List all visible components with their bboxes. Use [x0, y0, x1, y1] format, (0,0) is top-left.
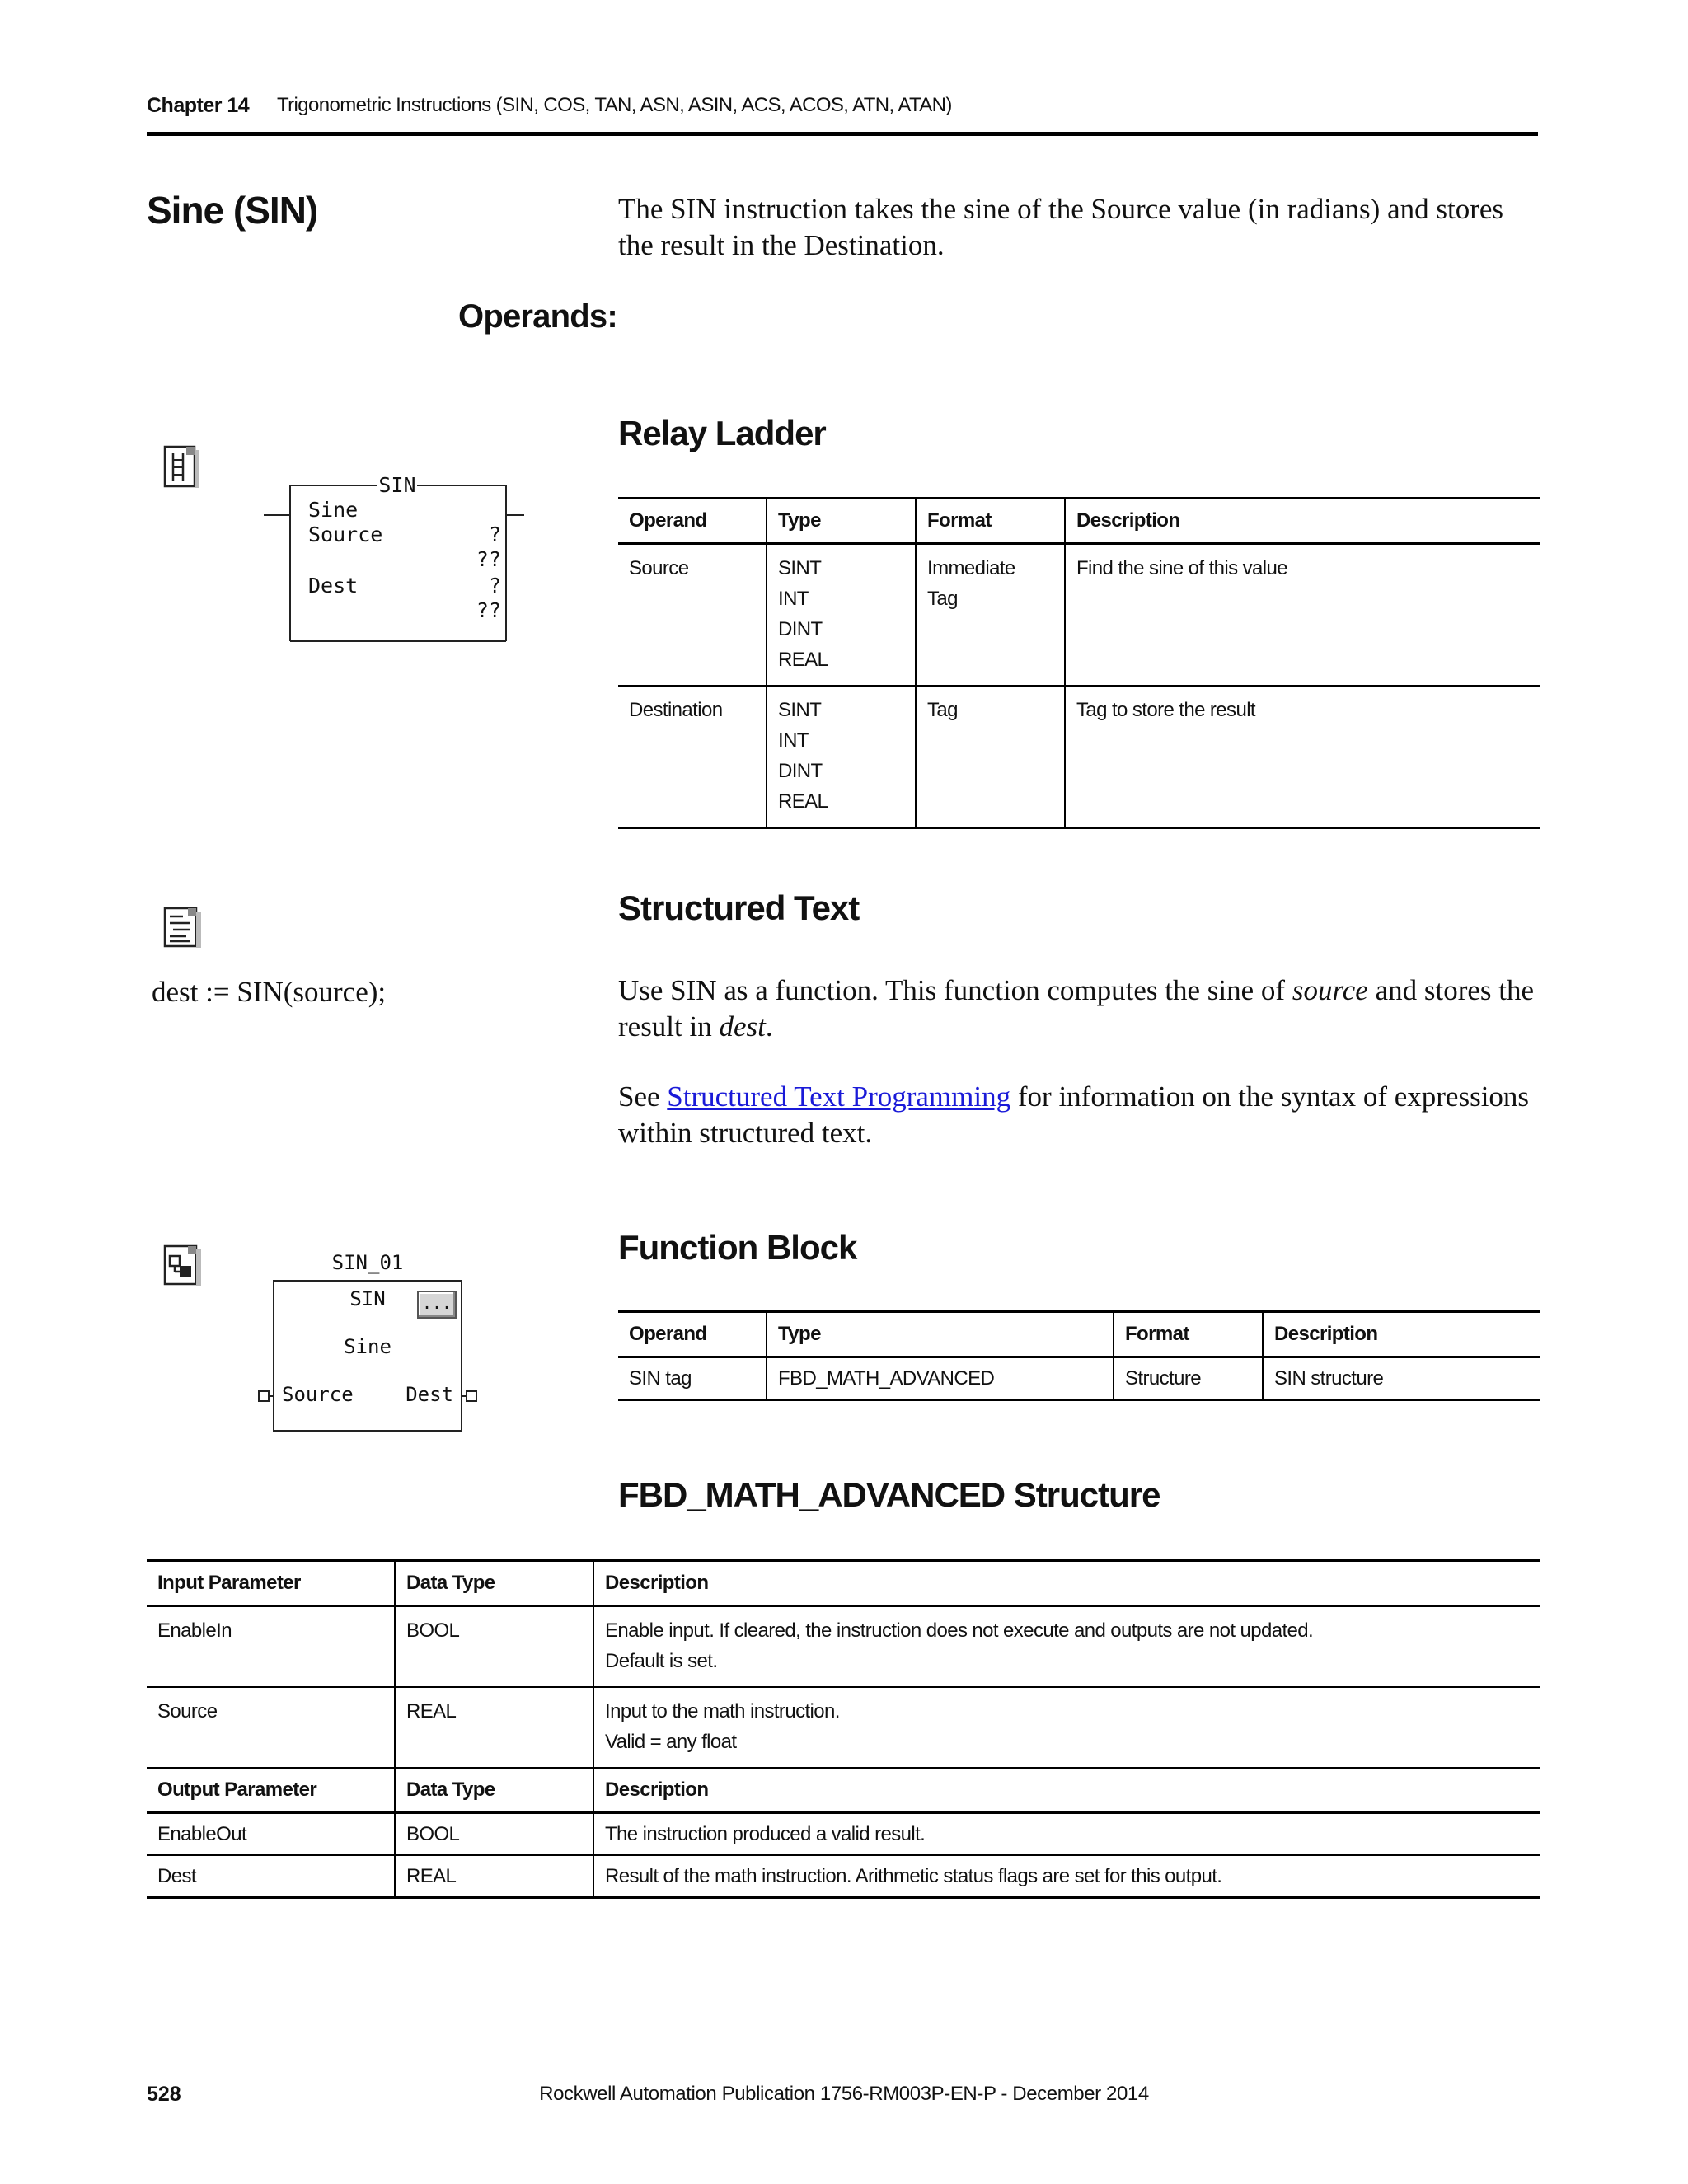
column-header: Type [767, 1312, 1114, 1357]
format-cell: Tag [916, 686, 1065, 828]
structured-text-code: dest := SIN(source); [152, 976, 387, 1008]
description-cell: Result of the math instruction. Arithmetic status flags are set for this output. [593, 1855, 1540, 1898]
publication-info: Rockwell Automation Publication 1756-RM003P-EN-P - December 2014 [539, 2083, 1149, 2105]
ladder-dest-tag: ?? [476, 598, 501, 622]
table-row [618, 686, 1540, 828]
output-header-row [147, 1768, 1540, 1813]
description-cell: Enable input. If cleared, the instruction does not execute and outputs are not updated. Default is set. [593, 1606, 1540, 1688]
operand-cell: Source [629, 557, 689, 579]
structured-text-paragraph [618, 972, 1541, 1045]
description-cell: Tag to store the result [1065, 686, 1540, 828]
ladder-block-name: Sine [308, 498, 359, 522]
table-header-row [618, 499, 1540, 544]
structured-text-see-also [618, 1079, 1541, 1151]
table-row [618, 544, 1540, 687]
type-cell: SINT INT DINT REAL [767, 686, 916, 828]
ladder-diagram-icon [162, 445, 203, 494]
format-cell: Immediate Tag [916, 544, 1065, 687]
section-intro: The SIN instruction takes the sine of the Source value (in radians) and stores the result in the Destination. [618, 193, 1504, 261]
description-cell: Input to the math instruction. Valid = any float [593, 1687, 1540, 1768]
structured-text-programming-link[interactable]: Structured Text Programming [667, 1080, 1011, 1113]
ladder-source-label: Source [308, 523, 383, 546]
parameter-cell: Dest [157, 1865, 196, 1887]
header-rule [147, 132, 1538, 136]
type-cell: FBD_MATH_ADVANCED [767, 1357, 1114, 1400]
parameter-cell: Source [157, 1700, 218, 1722]
operand-cell: Destination [629, 699, 723, 721]
operands-heading: Operands: [458, 298, 617, 335]
description-cell: SIN structure [1263, 1357, 1540, 1400]
structure-table [147, 1559, 1540, 1899]
table-row [147, 1855, 1540, 1898]
relay-ladder-table [618, 497, 1540, 829]
column-header: Output Parameter [157, 1779, 317, 1801]
column-header: Operand [629, 1323, 707, 1345]
fb-type: SIN [349, 1287, 386, 1310]
column-header: Description [1263, 1312, 1540, 1357]
column-header: Description [1065, 499, 1540, 544]
table-header-row [147, 1561, 1540, 1606]
structure-heading: FBD_MATH_ADVANCED Structure [618, 1475, 1160, 1514]
data-type-cell: REAL [395, 1855, 593, 1898]
ladder-dest-label: Dest [308, 574, 359, 598]
table-row [147, 1606, 1540, 1688]
paragraph-text: See [618, 1080, 668, 1113]
fb-name: Sine [344, 1335, 392, 1358]
chapter-label: Chapter 14 [147, 94, 250, 117]
structured-text-heading: Structured Text [618, 888, 860, 927]
paragraph-text: . [765, 1010, 773, 1043]
ladder-source-tag: ?? [476, 547, 501, 571]
fb-output-pin: Dest [406, 1383, 453, 1406]
page-number: 528 [147, 2083, 181, 2106]
column-header: Input Parameter [157, 1572, 301, 1594]
column-header: Type [767, 499, 916, 544]
column-header: Format [916, 499, 1065, 544]
function-block-table [618, 1310, 1540, 1401]
table-row [147, 1687, 1540, 1768]
fb-properties-button[interactable]: ... [417, 1291, 457, 1319]
paragraph-text: Use SIN as a function. This function computes the sine of [618, 974, 1292, 1006]
section-title: Sine (SIN) [147, 189, 318, 232]
type-cell: SINT INT DINT REAL [767, 544, 916, 687]
parameter-cell: EnableOut [157, 1823, 247, 1845]
structured-text-icon [162, 907, 203, 955]
format-cell: Structure [1114, 1357, 1263, 1400]
column-header: Data Type [395, 1561, 593, 1606]
function-block-heading: Function Block [618, 1228, 857, 1267]
chapter-title: Trigonometric Instructions (SIN, COS, TAN, ASN, ASIN, ACS, ACOS, ATN, ATAN) [277, 94, 952, 116]
paragraph-text: for information on the syntax of expressions within structured text. [618, 1080, 1530, 1149]
data-type-cell: REAL [395, 1687, 593, 1768]
dest-term: dest [719, 1010, 766, 1043]
column-header: Description [593, 1561, 1540, 1606]
column-header: Operand [629, 509, 707, 532]
ladder-dest-value: ? [488, 574, 501, 598]
table-row [147, 1813, 1540, 1856]
fb-tag-name: SIN_01 [331, 1251, 404, 1274]
function-block-icon [162, 1244, 203, 1293]
column-header: Description [593, 1768, 1540, 1813]
ladder-block-title: SIN [378, 473, 416, 497]
ladder-source-value: ? [488, 523, 501, 546]
table-header-row [618, 1312, 1540, 1357]
column-header: Data Type [395, 1768, 593, 1813]
operand-cell: SIN tag [629, 1367, 692, 1390]
sin-ladder-block [262, 470, 526, 647]
parameter-cell: EnableIn [157, 1619, 232, 1642]
relay-ladder-heading: Relay Ladder [618, 414, 826, 452]
data-type-cell: BOOL [395, 1606, 593, 1688]
data-type-cell: BOOL [395, 1813, 593, 1856]
description-cell: Find the sine of this value [1065, 544, 1540, 687]
sin-function-block [256, 1246, 478, 1437]
table-row [618, 1357, 1540, 1400]
column-header: Format [1114, 1312, 1263, 1357]
description-cell: The instruction produced a valid result. [593, 1813, 1540, 1856]
fb-input-pin: Source [282, 1383, 354, 1406]
paragraph-text: and stores the result in [618, 974, 1535, 1043]
source-term: source [1292, 974, 1368, 1006]
